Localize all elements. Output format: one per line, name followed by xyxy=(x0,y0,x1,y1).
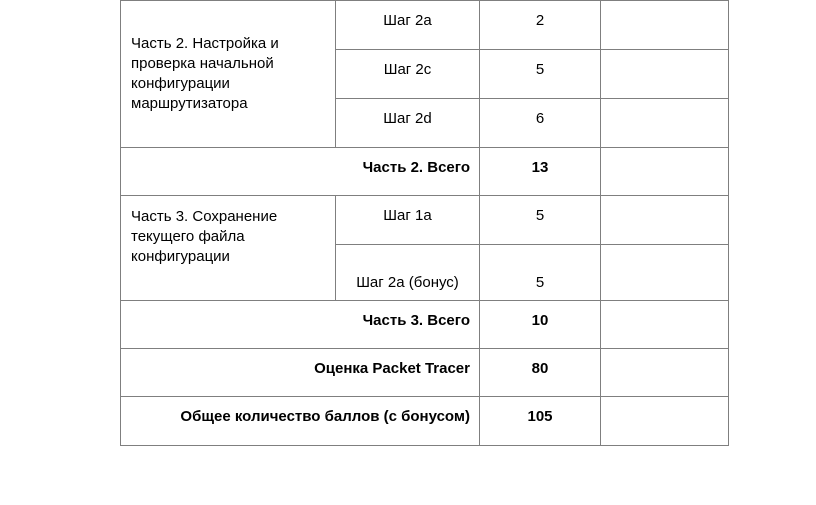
step-label: Шаг 2c xyxy=(336,50,480,99)
earned-points-cell xyxy=(601,301,729,349)
total-row-overall xyxy=(121,397,729,446)
earned-points-cell xyxy=(601,196,729,245)
total-label: Часть 2. Всего xyxy=(121,148,480,196)
total-row-part2 xyxy=(121,148,729,196)
total-row-part3 xyxy=(121,301,729,349)
earned-points-cell xyxy=(601,1,729,50)
total-label: Оценка Packet Tracer xyxy=(121,349,480,397)
total-label: Часть 3. Всего xyxy=(121,301,480,349)
total-value: 80 xyxy=(480,349,601,397)
step-points: 5 xyxy=(480,245,601,301)
table-row xyxy=(121,1,729,50)
earned-points-cell xyxy=(601,397,729,446)
total-label: Общее количество баллов (с бонусом) xyxy=(121,397,480,446)
step-label: Шаг 2a (бонус) xyxy=(336,245,480,301)
earned-points-cell xyxy=(601,50,729,99)
step-label: Шаг 2d xyxy=(336,99,480,148)
step-points: 6 xyxy=(480,99,601,148)
section-label-part3: Часть 3. Сохранение текущего файла конфигурации xyxy=(121,196,336,301)
earned-points-cell xyxy=(601,99,729,148)
total-value: 10 xyxy=(480,301,601,349)
grading-table xyxy=(120,0,729,446)
earned-points-cell xyxy=(601,148,729,196)
step-label: Шаг 2a xyxy=(336,1,480,50)
total-value: 105 xyxy=(480,397,601,446)
total-value: 13 xyxy=(480,148,601,196)
section-label-part2: Часть 2. Настройка и проверка начальной конфигурации маршрутизатора xyxy=(121,1,336,148)
earned-points-cell xyxy=(601,245,729,301)
table-row xyxy=(121,196,729,245)
earned-points-cell xyxy=(601,349,729,397)
step-points: 5 xyxy=(480,196,601,245)
step-points: 5 xyxy=(480,50,601,99)
step-label: Шаг 1a xyxy=(336,196,480,245)
total-row-packet-tracer xyxy=(121,349,729,397)
step-points: 2 xyxy=(480,1,601,50)
